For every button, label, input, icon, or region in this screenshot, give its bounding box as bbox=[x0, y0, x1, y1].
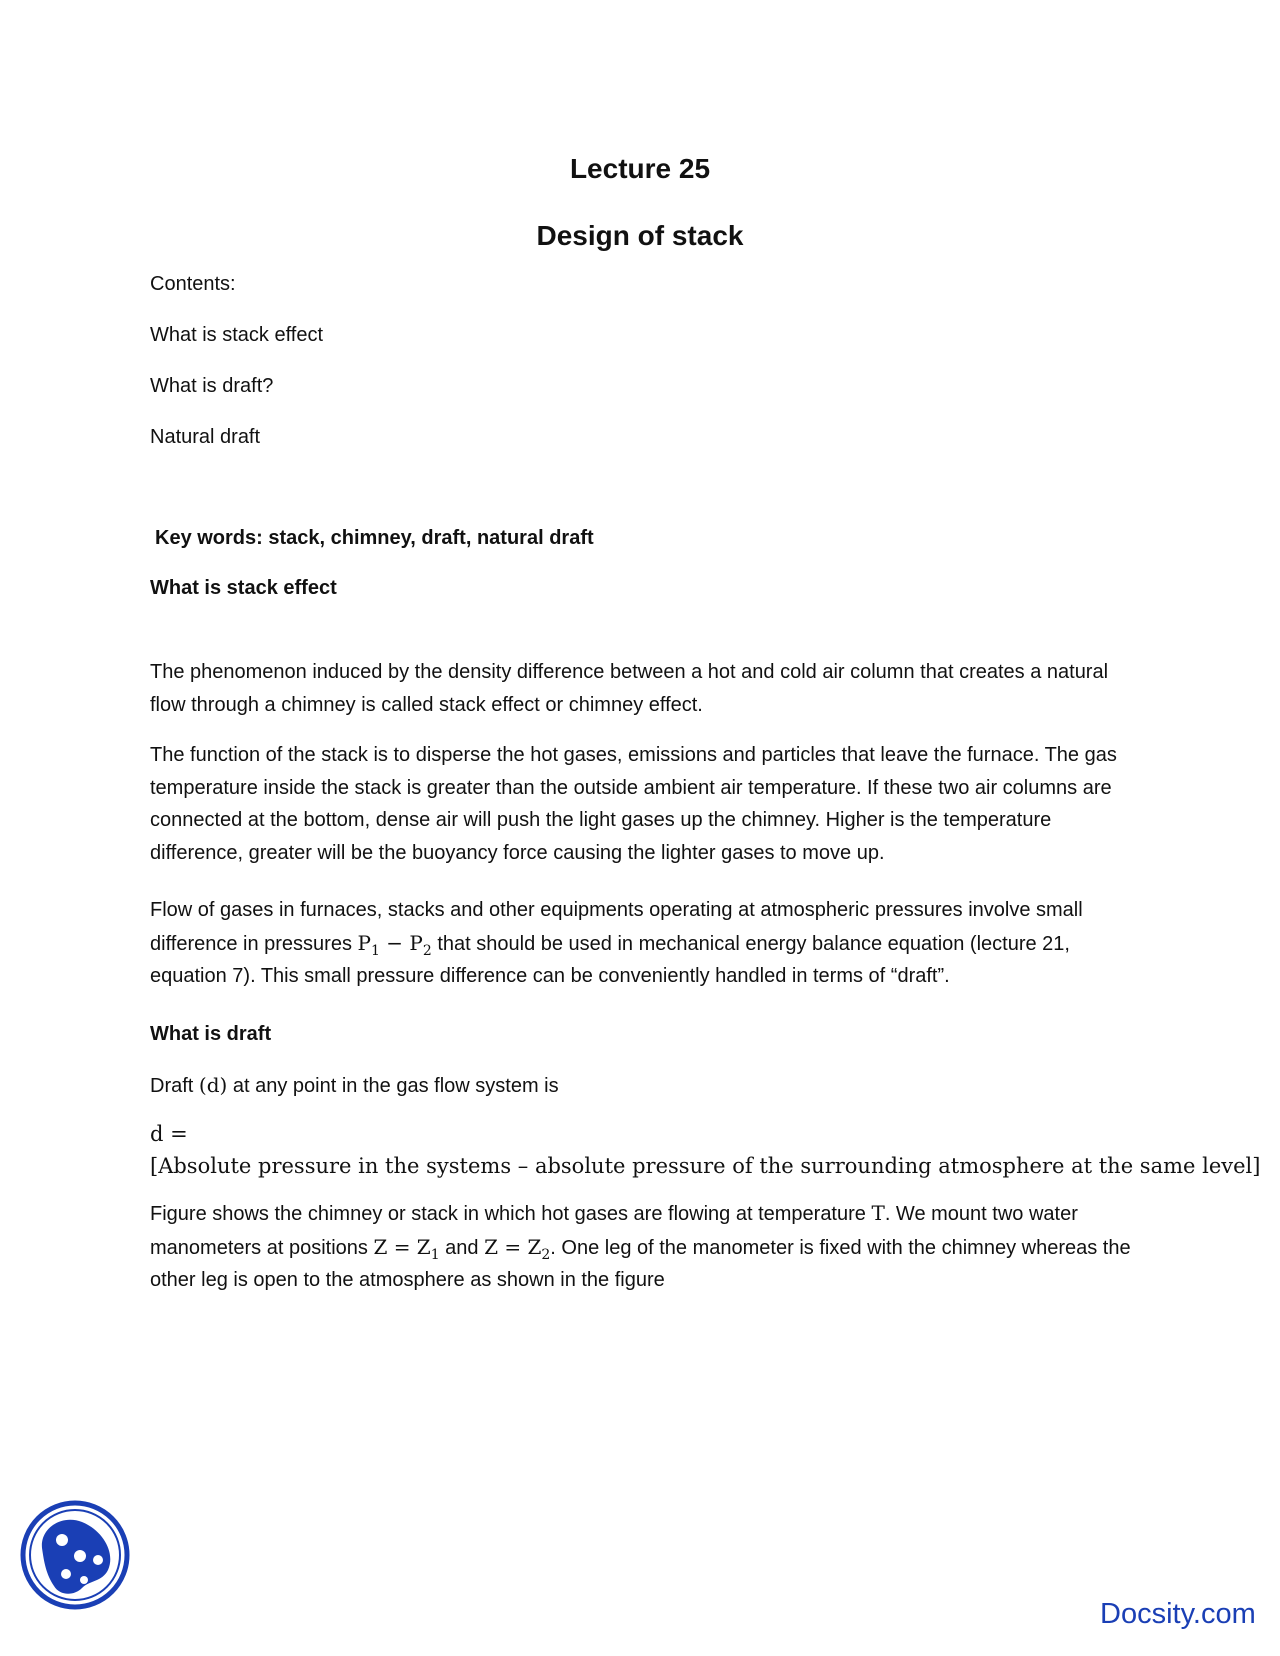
docsity-logo-icon[interactable] bbox=[20, 1500, 130, 1610]
contents-heading: Contents: bbox=[150, 273, 236, 295]
draft-text-b: at any point in the gas flow system is bbox=[227, 1075, 559, 1097]
contents-item-1: What is stack effect bbox=[150, 324, 324, 346]
temperature-symbol: T bbox=[871, 1201, 885, 1225]
pressure-text-a: Flow of gases in furnaces, stacks and other equipments operating at atmospheric pressures involve small difference in pressures bbox=[150, 899, 1083, 955]
figure-text-c: . One leg of the manometer is fixed with the chimney whereas the other leg is open to the atmosphere as shown in the figure bbox=[150, 1236, 1131, 1291]
z1-expression bbox=[373, 1234, 440, 1263]
lecture-title: Lecture 25 bbox=[569, 153, 711, 184]
draft-definition-line bbox=[150, 1069, 559, 1102]
draft-symbol: (d) bbox=[198, 1073, 228, 1097]
pressure-math bbox=[357, 930, 432, 959]
z2-symbol: Z = Z bbox=[484, 1234, 542, 1259]
lecture-subtitle: Design of stack bbox=[536, 220, 744, 251]
section-heading-stack-effect: What is stack effect bbox=[150, 577, 337, 599]
p1-subscript: 1 bbox=[371, 942, 380, 959]
p1-symbol: P bbox=[357, 930, 371, 955]
equation-d-equals: d = bbox=[150, 1122, 188, 1146]
figure-text-b: . We mount two water manometers at positions bbox=[150, 1203, 1078, 1259]
paragraph-pressure-difference bbox=[150, 894, 1140, 993]
figure-text-a: Figure shows the chimney or stack in which hot gases are flowing at temperature bbox=[150, 1203, 872, 1225]
paragraph-figure-description bbox=[150, 1197, 1140, 1297]
p2-subscript: 2 bbox=[422, 942, 432, 959]
z1-subscript: 1 bbox=[430, 1246, 440, 1263]
paragraph-stack-function: The function of the stack is to disperse the hot gases, emissions and particles that leave the furnace. The gas temperature inside the stack is greater than the outside ambient air temperature. If these two air columns are connected at the bottom, dense air will push the light gases up the chimney. Higher is the temperature difference, greater will be the buoyancy force causing the lighter gases to move up. bbox=[150, 744, 1117, 864]
contents-item-3: Natural draft bbox=[150, 426, 261, 448]
section-heading-draft: What is draft bbox=[150, 1023, 272, 1045]
draft-text-a: Draft bbox=[150, 1075, 199, 1097]
z2-subscript: 2 bbox=[541, 1246, 551, 1263]
z2-expression bbox=[484, 1234, 551, 1263]
p2-symbol: − P bbox=[379, 930, 423, 955]
z1-symbol: Z = Z bbox=[373, 1234, 431, 1259]
equation-draft-definition: [Absolute pressure in the systems – absolute pressure of the surrounding atmosphere at the same level] bbox=[150, 1154, 1261, 1178]
docsity-brand-link[interactable]: Docsity.com bbox=[1100, 1598, 1256, 1630]
pressure-text-b: that should be used in mechanical energy balance equation (lecture 21, equation 7). This small pressure difference can be conveniently handled in terms of “draft”. bbox=[150, 932, 1070, 987]
figure-and: and bbox=[439, 1236, 485, 1259]
contents-item-2: What is draft? bbox=[150, 375, 274, 397]
keywords: Key words: stack, chimney, draft, natural draft bbox=[155, 527, 594, 549]
paragraph-stack-effect-definition: The phenomenon induced by the density difference between a hot and cold air column that creates a natural flow through a chimney is called stack effect or chimney effect. bbox=[150, 661, 1109, 716]
